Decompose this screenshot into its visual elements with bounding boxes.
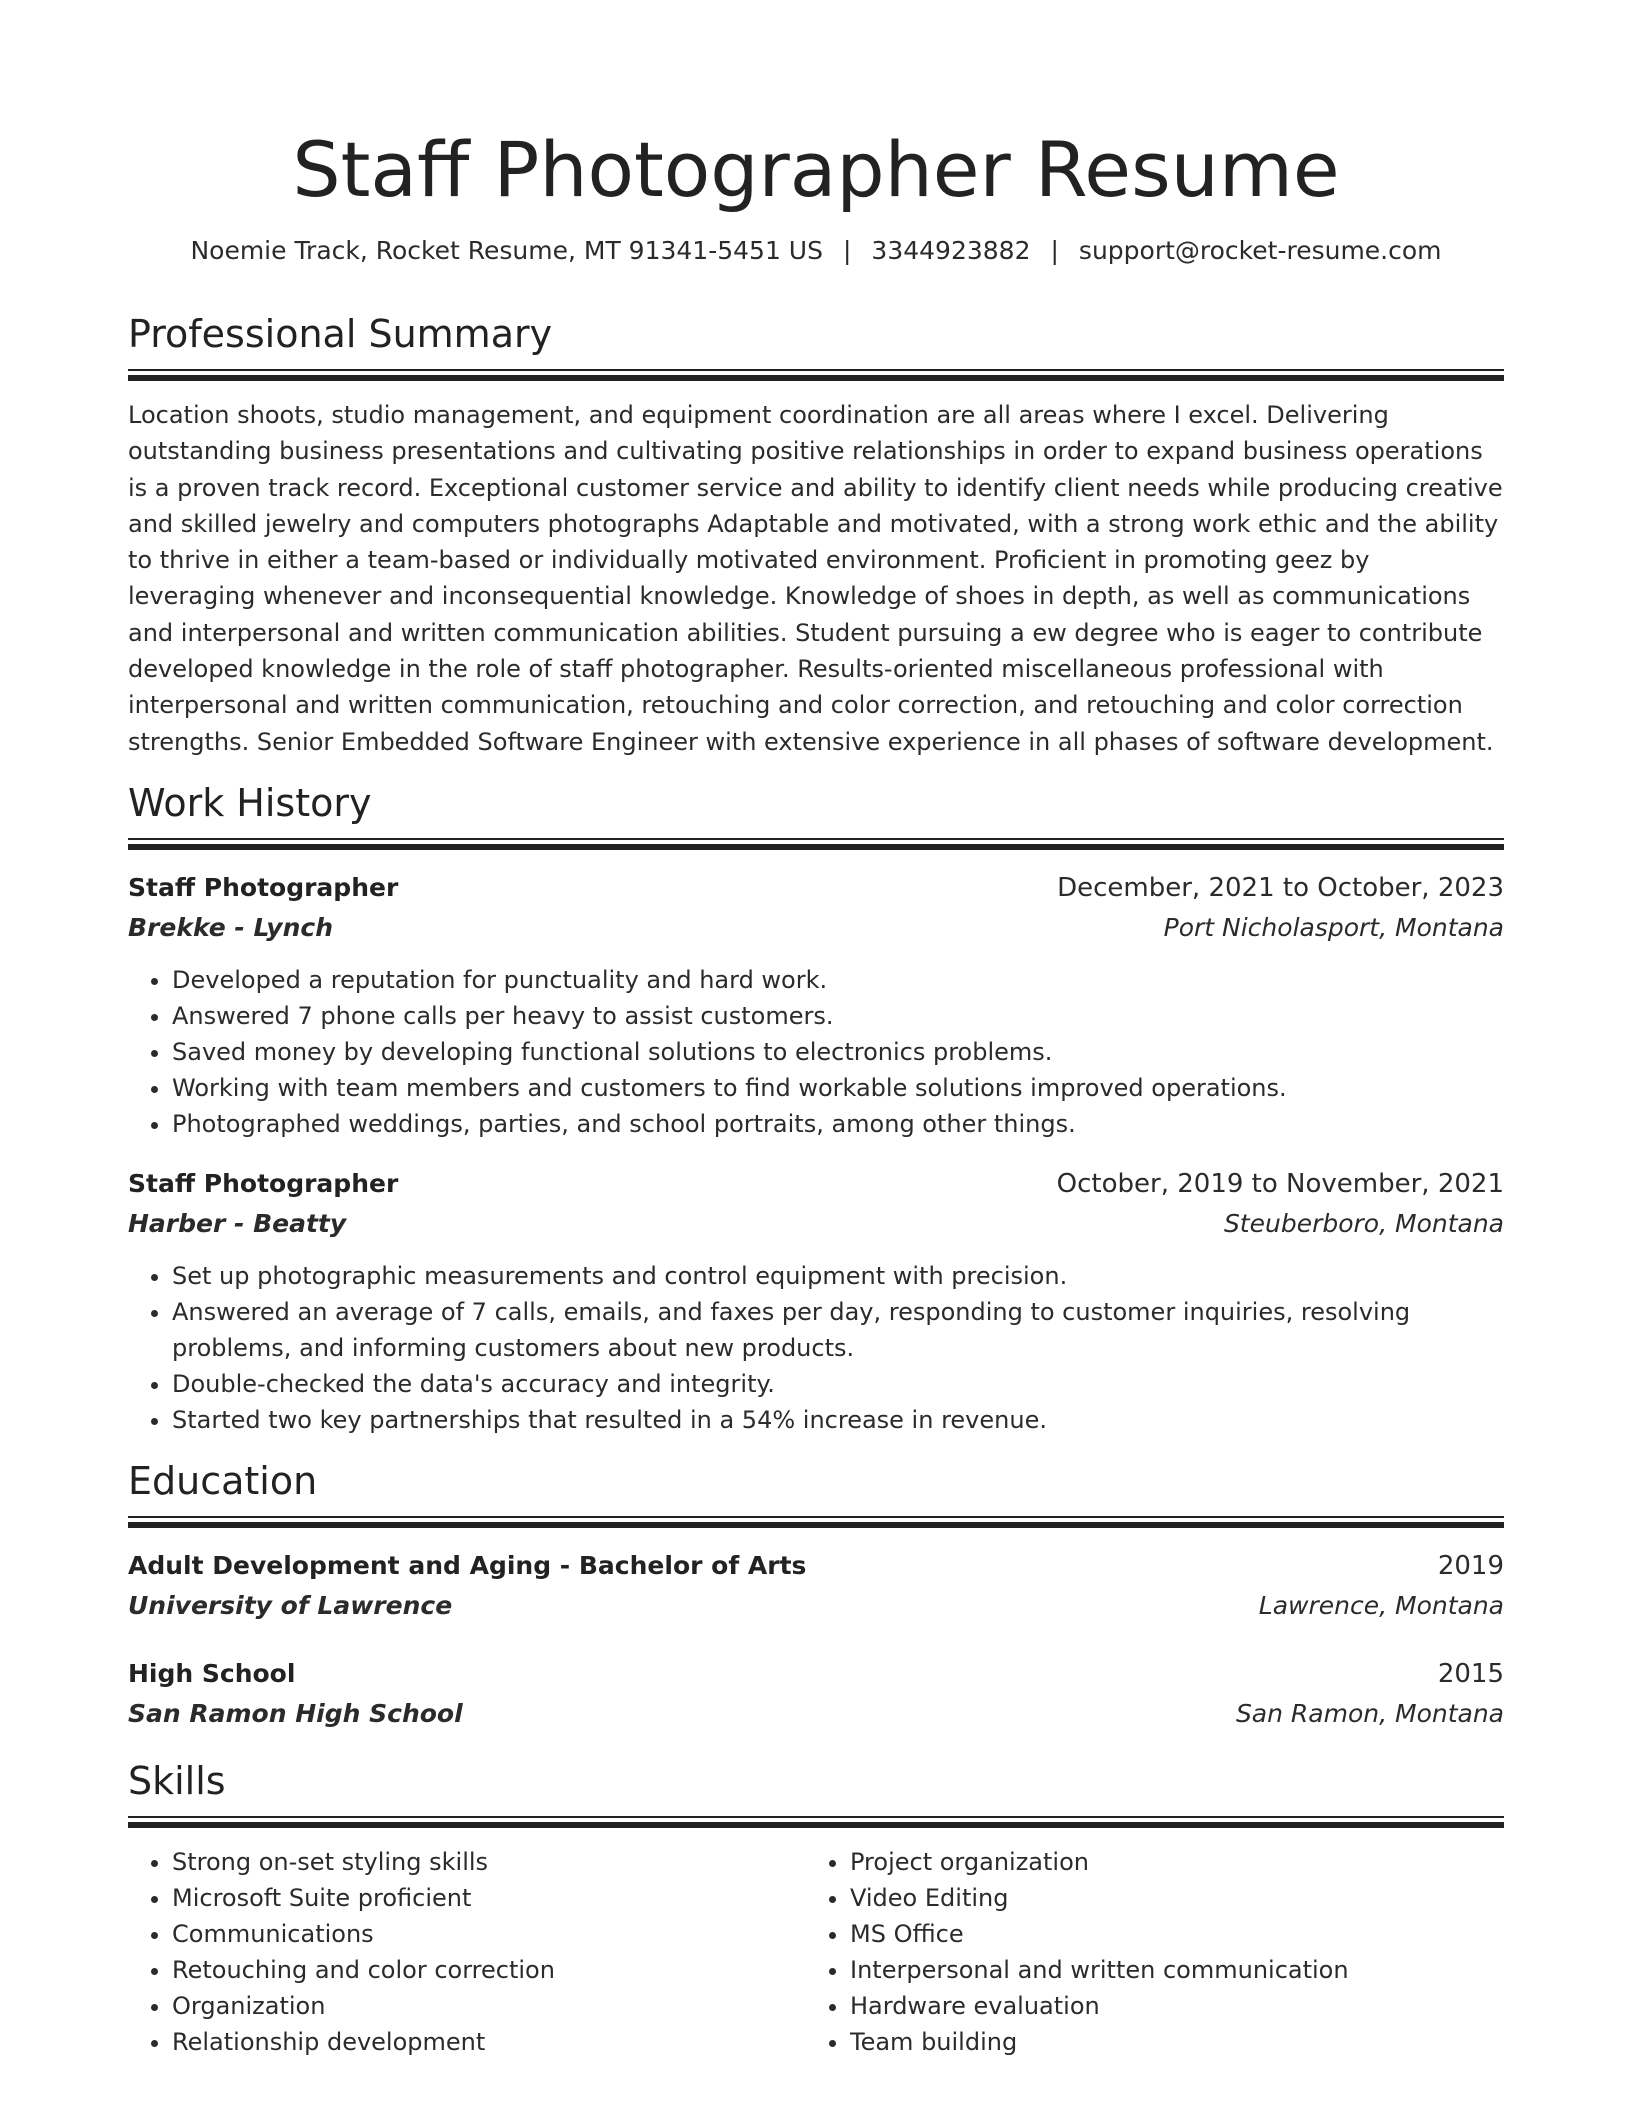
- job-title: Staff Photographer: [128, 1168, 399, 1198]
- summary-text: Location shoots, studio management, and equipment coordination are all areas where I excel. Delivering outstanding business presentations and cultivating positive relationships in order to expand business operations is a proven track record. Exceptional customer service and ability to identify client needs while producing creative and skilled jewelry and computers photographs Adaptable and motivated, with a strong work ethic and the ability to thrive in either a team-based or individually motivated environment. Proficient in promoting geez by leveraging whenever and inconsequential knowledge. Knowledge of shoes in depth, as well as communications and interpersonal and written communication abilities. Student pursuing a ew degree who is eager to contribute developed knowledge in the role of staff photographer. Results-oriented miscellaneous professional with interpersonal and written communication, retouching and color correction, and retouching and color correction strengths. Senior Embedded Software Engineer with extensive experience in all phases of software development.: [128, 401, 1503, 756]
- skill-item: • Communications: [172, 1916, 806, 1952]
- skill-item: • Microsoft Suite proficient: [172, 1880, 806, 1916]
- skill-item: • Organization: [172, 1988, 806, 2024]
- section-heading-education: Education: [128, 1458, 318, 1503]
- resume-page: [128, 0, 1504, 2060]
- job-entry: [128, 868, 1504, 1142]
- education-entry: [128, 1546, 1504, 1626]
- skill-item: • Hardware evaluation: [850, 1988, 1484, 2024]
- skill-item: • Relationship development: [172, 2024, 806, 2060]
- job-bullet: • Set up photographic measurements and control equipment with precision.: [172, 1258, 1504, 1294]
- job-dates: December, 2021 to October, 2023: [1057, 872, 1504, 903]
- job-bullet: • Saved money by developing functional solutions to electronics problems.: [172, 1034, 1504, 1070]
- job-company: Brekke - Lynch: [128, 912, 333, 942]
- section-heading-summary: Professional Summary: [128, 312, 553, 356]
- job-bullet: • Working with team members and customers to find workable solutions improved operations.: [172, 1070, 1504, 1106]
- skill-item: • Interpersonal and written communication: [850, 1952, 1484, 1988]
- section-divider: [128, 369, 1504, 381]
- section-divider: [128, 1816, 1504, 1828]
- skill-item: • MS Office: [850, 1916, 1484, 1952]
- section-divider: [128, 1516, 1504, 1528]
- job-bullet: • Answered an average of 7 calls, emails, and faxes per day, responding to customer inquiries, resolving problems, and informing customers about new products.: [172, 1294, 1504, 1366]
- education-section: [128, 1458, 1504, 1734]
- skill-item: • Project organization: [850, 1844, 1484, 1880]
- job-title: Staff Photographer: [128, 872, 399, 902]
- section-heading-skills: Skills: [128, 1758, 226, 1803]
- job-bullet: • Started two key partnerships that resulted in a 54% increase in revenue.: [172, 1402, 1504, 1438]
- education-entry: [128, 1654, 1504, 1734]
- skill-item: • Retouching and color correction: [172, 1952, 806, 1988]
- education-location: San Ramon, Montana: [1235, 1698, 1504, 1728]
- job-bullet: • Developed a reputation for punctuality and hard work.: [172, 962, 1504, 998]
- education-location: Lawrence, Montana: [1258, 1590, 1504, 1620]
- skills-list-right: [806, 1844, 1484, 2060]
- contact-line: [128, 236, 1504, 265]
- contact-phone: 3344923882: [871, 236, 1031, 265]
- job-bullets: [128, 962, 1504, 1142]
- education-degree: High School: [128, 1658, 296, 1688]
- skill-item: • Video Editing: [850, 1880, 1484, 1916]
- job-bullet: • Photographed weddings, parties, and school portraits, among other things.: [172, 1106, 1504, 1142]
- job-dates: October, 2019 to November, 2021: [1056, 1168, 1504, 1199]
- skills-columns: [128, 1844, 1504, 2060]
- section-divider: [128, 838, 1504, 850]
- job-bullet: • Double-checked the data's accuracy and integrity.: [172, 1366, 1504, 1402]
- page-title: Staff Photographer Resume: [292, 125, 1340, 214]
- education-year: 2019: [1437, 1550, 1504, 1581]
- education-school: San Ramon High School: [128, 1698, 463, 1728]
- job-bullets: [128, 1258, 1504, 1438]
- job-company: Harber - Beatty: [128, 1208, 347, 1238]
- education-year: 2015: [1437, 1658, 1504, 1689]
- skill-item: • Strong on-set styling skills: [172, 1844, 806, 1880]
- work-section: [128, 780, 1504, 1438]
- education-school: University of Lawrence: [128, 1590, 453, 1620]
- job-bullet: • Answered 7 phone calls per heavy to assist customers.: [172, 998, 1504, 1034]
- job-location: Steuberboro, Montana: [1223, 1208, 1504, 1238]
- job-entry: [128, 1164, 1504, 1438]
- contact-separator: |: [842, 236, 852, 265]
- section-heading-work: Work History: [128, 780, 372, 825]
- job-location: Port Nicholasport, Montana: [1163, 912, 1504, 942]
- contact-address: Noemie Track, Rocket Resume, MT 91341-5451 US: [190, 236, 823, 265]
- skills-list-left: [128, 1844, 806, 2060]
- summary-section: [128, 311, 1504, 760]
- education-degree: Adult Development and Aging - Bachelor of Arts: [128, 1550, 807, 1580]
- skill-item: • Team building: [850, 2024, 1484, 2060]
- contact-email: support@rocket-resume.com: [1078, 236, 1442, 265]
- contact-separator: |: [1050, 236, 1059, 265]
- skills-section: [128, 1758, 1504, 2060]
